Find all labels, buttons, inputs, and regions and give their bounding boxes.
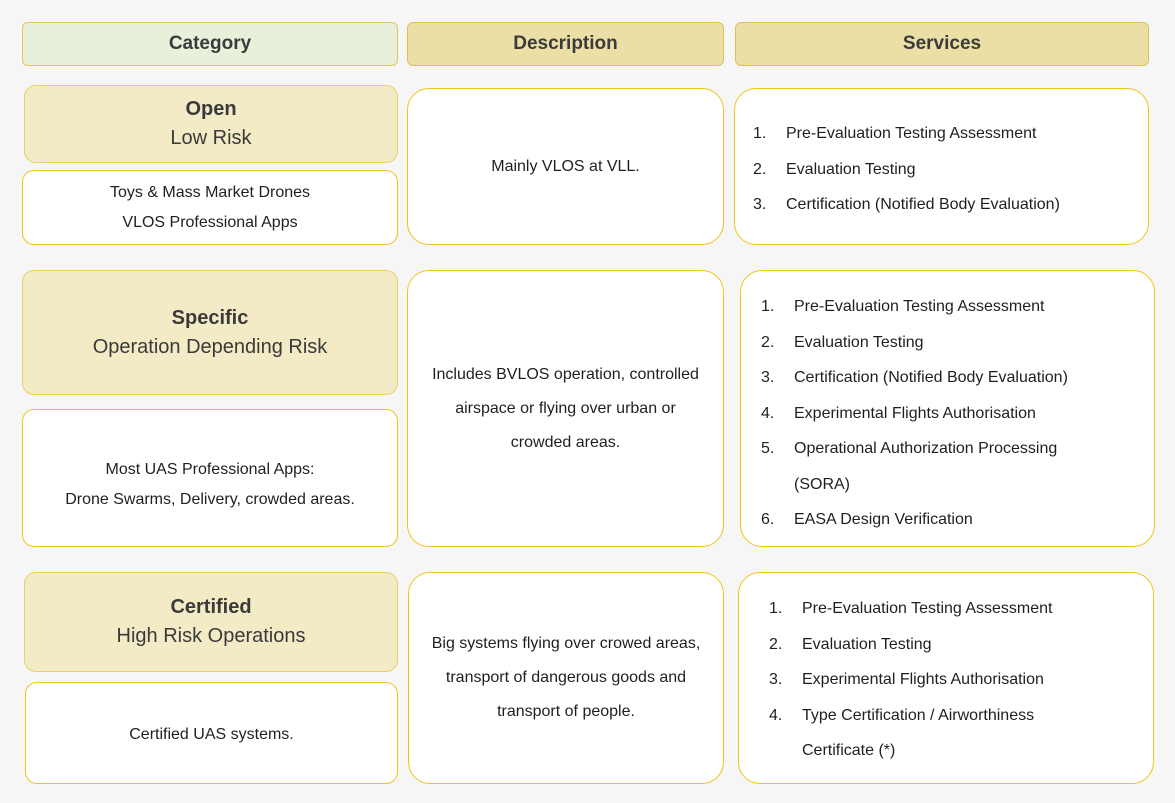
description-specific bbox=[407, 270, 724, 547]
service-number: 2. bbox=[761, 333, 775, 351]
category-name: Open bbox=[185, 98, 237, 120]
example-text: Most UAS Professional Apps: bbox=[105, 461, 315, 478]
service-text: Pre-Evaluation Testing Assessment bbox=[794, 298, 1045, 315]
service-text: Experimental Flights Authorisation bbox=[802, 671, 1044, 688]
service-item bbox=[761, 325, 1144, 361]
services-specific bbox=[740, 270, 1155, 547]
service-text: Pre-Evaluation Testing Assessment bbox=[786, 125, 1037, 142]
category-specific-examples bbox=[22, 409, 398, 547]
service-item bbox=[761, 289, 1144, 325]
description-text: Big systems flying over crowed areas, transport of dangerous goods and transport of people. bbox=[431, 635, 701, 720]
service-text: Certification (Notified Body Evaluation) bbox=[786, 196, 1060, 213]
service-item bbox=[761, 396, 1144, 432]
service-text: Experimental Flights Authorisation bbox=[794, 404, 1036, 422]
services-list bbox=[769, 591, 1143, 769]
service-item bbox=[769, 698, 1143, 769]
services-list bbox=[761, 289, 1144, 538]
service-item bbox=[761, 360, 1144, 396]
category-risk: Low Risk bbox=[170, 127, 252, 149]
service-text: Evaluation Testing bbox=[794, 333, 924, 351]
service-number: 4. bbox=[769, 706, 783, 724]
service-number: 1. bbox=[769, 600, 783, 617]
category-certified bbox=[24, 572, 398, 672]
example-text: Certified UAS systems. bbox=[129, 726, 294, 743]
description-open bbox=[407, 88, 724, 245]
service-number: 2. bbox=[753, 160, 767, 178]
category-certified-examples bbox=[25, 682, 398, 784]
service-number: 5. bbox=[761, 440, 775, 457]
service-item bbox=[761, 502, 1144, 538]
header-description bbox=[407, 22, 724, 66]
category-name: Specific bbox=[171, 306, 249, 329]
example-text: Toys & Mass Market Drones bbox=[109, 183, 311, 201]
service-number: 2. bbox=[769, 635, 783, 653]
category-specific bbox=[22, 270, 398, 395]
service-item bbox=[753, 187, 1138, 223]
description-text: Mainly VLOS at VLL. bbox=[491, 157, 640, 175]
description-text: Includes BVLOS operation, controlled airspace or flying over urban or crowded areas. bbox=[432, 365, 699, 451]
category-open bbox=[24, 85, 398, 163]
services-certified bbox=[738, 572, 1154, 784]
category-open-examples bbox=[22, 170, 398, 245]
service-item bbox=[769, 662, 1143, 698]
header-description-label: Description bbox=[513, 33, 618, 54]
service-text: Type Certification / Airworthiness Certificate (*) bbox=[802, 706, 1035, 759]
service-number: 6. bbox=[761, 511, 775, 528]
service-item bbox=[769, 627, 1143, 663]
service-item bbox=[753, 116, 1138, 152]
service-text: Certification (Notified Body Evaluation) bbox=[794, 369, 1068, 386]
header-services bbox=[735, 22, 1149, 66]
category-risk: Operation Depending Risk bbox=[92, 335, 328, 358]
service-item bbox=[761, 431, 1144, 502]
description-certified bbox=[408, 572, 724, 784]
service-item bbox=[753, 152, 1138, 188]
services-list bbox=[753, 116, 1138, 223]
service-text: Evaluation Testing bbox=[786, 160, 916, 178]
header-services-label: Services bbox=[902, 33, 982, 54]
header-category-label: Category bbox=[168, 33, 252, 54]
service-text: Operational Authorization Processing (SORA) bbox=[794, 440, 1058, 493]
service-text: EASA Design Verification bbox=[794, 511, 973, 528]
service-number: 1. bbox=[753, 125, 767, 142]
example-text: Drone Swarms, Delivery, crowded areas. bbox=[65, 491, 355, 508]
header-category bbox=[22, 22, 398, 66]
category-name: Certified bbox=[170, 596, 252, 618]
services-open bbox=[734, 88, 1149, 245]
service-number: 3. bbox=[769, 671, 783, 688]
service-number: 1. bbox=[761, 298, 775, 315]
service-text: Evaluation Testing bbox=[802, 635, 932, 653]
service-item bbox=[769, 591, 1143, 627]
service-number: 4. bbox=[761, 404, 775, 422]
service-text: Pre-Evaluation Testing Assessment bbox=[802, 600, 1053, 617]
service-number: 3. bbox=[753, 196, 767, 213]
example-text: VLOS Professional Apps bbox=[122, 213, 298, 231]
category-risk: High Risk Operations bbox=[116, 625, 306, 647]
service-number: 3. bbox=[761, 369, 775, 386]
